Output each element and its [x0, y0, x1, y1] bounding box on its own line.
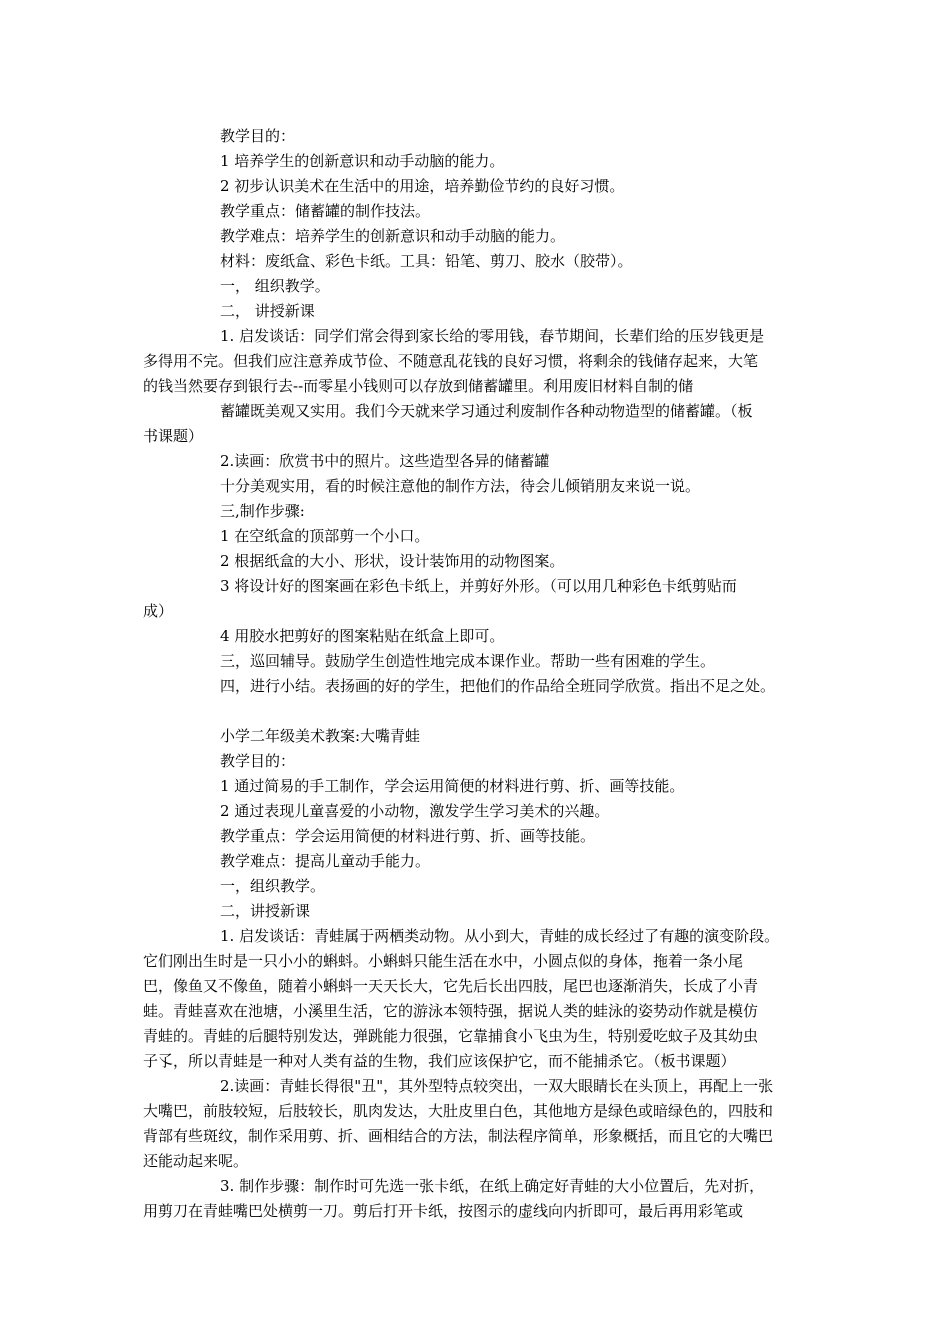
text-line: 子孓，所以青蛙是一种对人类有益的生物，我们应该保护它，而不能捕杀它。（板书课题） [143, 1052, 736, 1070]
text-line: 1 培养学生的创新意识和动手动脑的能力。 [220, 152, 505, 170]
text-line: 教学难点：提高儿童动手能力。 [220, 852, 431, 870]
text-line: 2 通过表现儿童喜爱的小动物，激发学生学习美术的兴趣。 [220, 802, 610, 820]
text-line: 一，组织教学。 [220, 877, 326, 895]
text-line: 多得用不完。但我们应注意养成节俭、不随意乱花钱的良好习惯，将剩余的钱储存起来，大笔 [143, 352, 759, 370]
text-line: 3 将设计好的图案画在彩色卡纸上，并剪好外形。（可以用几种彩色卡纸剪贴而 [220, 577, 737, 595]
text-line: 青蛙的。青蛙的后腿特别发达，弹跳能力很强，它靠捕食小飞虫为生，特别爱吃蚊子及其幼虫 [143, 1027, 759, 1045]
text-line: 2 初步认识美术在生活中的用途，培养勤俭节约的良好习惯。 [220, 177, 625, 195]
text-line: 4 用胶水把剪好的图案粘贴在纸盒上即可。 [220, 627, 505, 645]
text-line: 二，讲授新课 [220, 902, 311, 920]
text-line: 用剪刀在青蛙嘴巴处横剪一刀。剪后打开卡纸，按图示的虚线向内折即可，最后再用彩笔或 [143, 1202, 744, 1220]
text-line: 1. 启发谈话：同学们常会得到家长给的零用钱，春节期间，长辈们给的压岁钱更是 [220, 327, 765, 345]
text-line: 三,制作步骤: [220, 502, 305, 520]
text-line: 3. 制作步骤：制作时可先选一张卡纸，在纸上确定好青蛙的大小位置后，先对折， [220, 1177, 765, 1195]
text-line: 教学目的： [220, 752, 296, 770]
text-line: 十分美观实用，看的时候注意他的制作方法，待会儿倾销朋友来说一说。 [220, 477, 701, 495]
text-line: 它们刚出生时是一只小小的蝌蚪。小蝌蚪只能生活在水中，小圆点似的身体，拖着一条小尾 [143, 952, 744, 970]
text-line: 的钱当然要存到银行去--而零星小钱则可以存放到储蓄罐里。利用废旧材料自制的储 [143, 377, 694, 395]
text-line: 蓄罐既美观又实用。我们今天就来学习通过利废制作各种动物造型的储蓄罐。（板 [220, 402, 753, 420]
text-line: 一， 组织教学。 [220, 277, 330, 295]
text-line: 1 在空纸盒的顶部剪一个小口。 [220, 527, 430, 545]
text-line: 蛙。青蛙喜欢在池塘，小溪里生活，它的游泳本领特强，据说人类的蛙泳的姿势动作就是模仿 [143, 1002, 759, 1020]
text-line: 成） [143, 602, 174, 620]
text-line: 背部有些斑纹，制作采用剪、折、画相结合的方法，制法程序简单，形象概括，而且它的大嘴巴 [143, 1127, 774, 1145]
text-line: 巴，像鱼又不像鱼，随着小蝌蚪一天天长大，它先后长出四肢，尾巴也逐渐消失，长成了小青 [143, 977, 759, 995]
text-line: 2.读画：欣赏书中的照片。这些造型各异的储蓄罐 [220, 452, 550, 470]
text-line: 书课题） [143, 427, 204, 445]
text-line: 教学重点：学会运用简便的材料进行剪、折、画等技能。 [220, 827, 596, 845]
text-line: 二， 讲授新课 [220, 302, 315, 320]
text-line: 2.读画：青蛙长得很"丑"，其外型特点较突出，一双大眼睛长在头顶上，再配上一张 [220, 1077, 774, 1095]
text-line: 材料：废纸盒、彩色卡纸。工具：铅笔、剪刀、胶水（胶带）。 [220, 252, 633, 270]
text-line: 2 根据纸盒的大小、形状，设计装饰用的动物图案。 [220, 552, 565, 570]
text-line: 三，巡回辅导。鼓励学生创造性地完成本课作业。帮助一些有困难的学生。 [220, 652, 716, 670]
text-line: 教学难点：培养学生的创新意识和动手动脑的能力。 [220, 227, 566, 245]
section-title: 小学二年级美术教案:大嘴青蛙 [220, 727, 421, 745]
text-line: 大嘴巴，前肢较短，后肢较长，肌肉发达，大肚皮里白色，其他地方是绿色或暗绿色的，四肢和 [143, 1102, 774, 1120]
text-line: 教学重点：储蓄罐的制作技法。 [220, 202, 431, 220]
text-line: 1. 启发谈话：青蛙属于两栖类动物。从小到大，青蛙的成长经过了有趣的演变阶段。 [220, 927, 780, 945]
text-line: 教学目的： [220, 127, 296, 145]
text-line: 还能动起来呢。 [143, 1152, 249, 1170]
text-line: 1 通过简易的手工制作，学会运用简便的材料进行剪、折、画等技能。 [220, 777, 685, 795]
text-line: 四，进行小结。表扬画的好的学生，把他们的作品给全班同学欣赏。指出不足之处。 [220, 677, 776, 695]
